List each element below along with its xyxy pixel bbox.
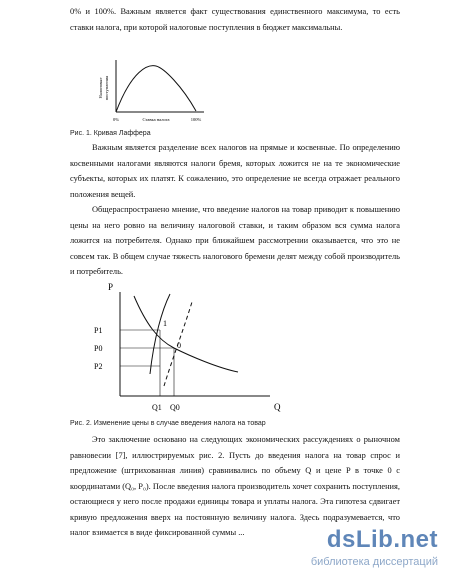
dslib-subtitle: библиотека диссертаций [310,556,438,568]
tax-incidence-figure [88,278,298,418]
fig2-ytick-p1: P1 [94,326,103,335]
figure-1-caption: Рис. 1. Кривая Лаффера [70,130,151,137]
fig2-point-1: 1 [163,319,167,328]
fig2-axis-x-label: Q [274,402,281,412]
fig1-xtick-rate: Ставка налога [142,117,170,122]
demand-curve [134,296,238,372]
paragraph-direct-indirect: Важным является разделение всех налогов на прямые и косвенные. По определению косвенными налогами являются налоги бремя, которых ложится не на те экономические субъекты, которых их платят. К сожалению, это определение не всегда отражает реального положения вещей. [70,143,400,199]
paragraph-tax-burden: Общераспространено мнение, что введение налогов на товар приводит к повышению цены на него ровно на величину налоговой ставки, и таким образом вся сумма налога ложится на потребителя. Однако при ближайшем рассмотрении оказывается, что это не совсем так. В общем случае тяжесть налогового бремени делят между собой производитель и потребитель. [70,205,400,276]
fig2-axis-y-label: P [108,282,114,292]
fig1-xtick-100: 100% [190,117,202,122]
fig2-point-0: 0 [177,341,181,350]
figure-2-caption: Рис. 2. Изменение цены в случае введения налога на товар [70,420,266,427]
laffer-curve [116,66,196,112]
paragraph-laffer-max: 0% и 100%. Важным является факт существования единственного максимума, то есть ставки налога, при которой налоговые поступления в бюджет максимальны. [70,7,400,32]
fig2-ytick-p0: P0 [94,344,103,353]
fig2-xtick-q0: Q0 [170,403,180,412]
dslib-logo: dsLib.net [326,526,438,553]
laffer-curve-figure [92,56,212,126]
fig2-xtick-q1: Q1 [152,403,162,412]
fig1-xtick-0: 0% [113,117,119,122]
fig1-ylabel-line1: Налоговые [98,77,103,99]
paragraph-equilibrium: Это заключение основано на следующих экономических рассуждениях о рыночном равновесии [7], иллюстрируемых рис. 2. Пусть до введения налога на товар спрос и предложение (штрихованная линия) сравнивались по объему Q и цене P в точке 0 с координатами (Q₀, P₀). После введения налога производитель хочет сохранить поступления, остающиеся у него после продажи единицы товара и уплаты налога. Эта гипотеза сдвигает кривую предложения вверх на постоянную величину налога. Здесь подразумевается, что налог взимается в виде фиксированной суммы ... [70,435,400,537]
fig1-ylabel-line2: поступления [104,75,109,101]
dslib-watermark [288,526,438,574]
fig2-ytick-p2: P2 [94,362,103,371]
